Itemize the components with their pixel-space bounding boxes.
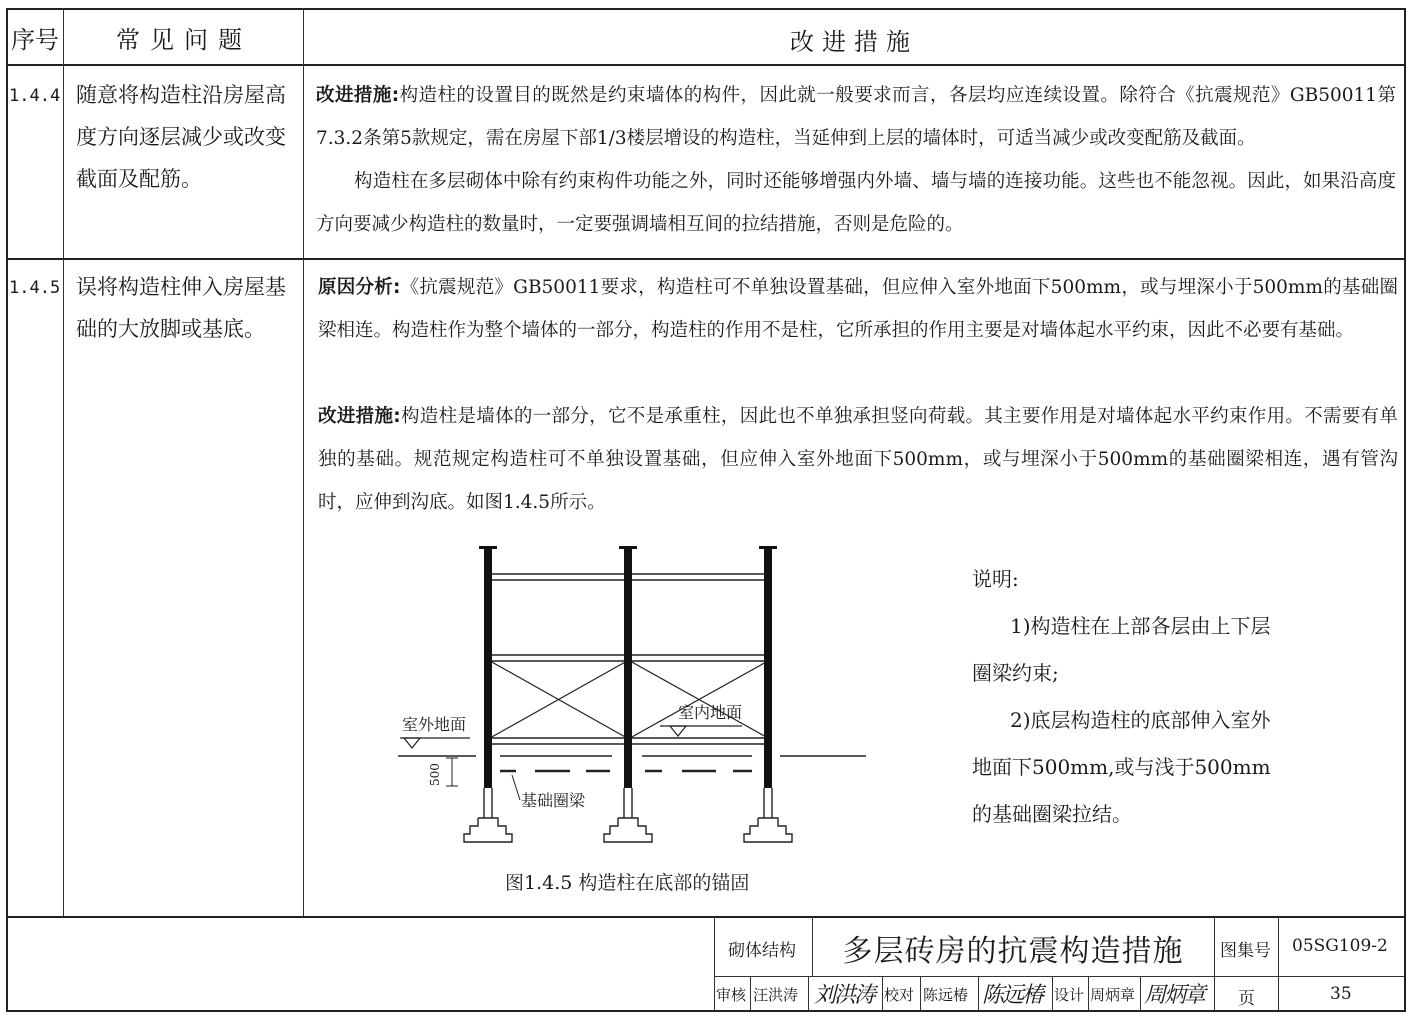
tb-reviewer: 汪洪涛 [753, 986, 799, 1004]
paragraph-text: 《抗震规范》GB50011要求，构造柱可不单独设置基础，但应伸入室外地面下500mm，或与埋深小于500mm的基础圈梁相连。构造柱作为整个墙体的一部分，构造柱的作用不是柱，它所承担的作用主要是对墙体起水平约束，因此不必要有基础。 [318, 277, 1398, 341]
checker-signature: 陈远椿 [982, 983, 1043, 1008]
header-no: 序号 [11, 26, 59, 54]
paragraph-label: 改进措施: [318, 406, 401, 427]
notes-title: 说明: [972, 567, 1019, 591]
content-bottom-border [6, 916, 1406, 918]
tb-check-label: 校对 [884, 986, 915, 1004]
row-divider [6, 258, 1406, 260]
tb-divider [1140, 976, 1141, 1010]
row-number: 1.4.4 [9, 86, 61, 106]
table-right-border [1404, 8, 1406, 1010]
measure-paragraph [316, 74, 1396, 160]
tb-page-no: 35 [1330, 984, 1352, 1004]
designer-signature: 周炳章 [1144, 983, 1205, 1008]
constructional-columns [479, 546, 777, 788]
problem-text: 误将构造柱伸入房屋基础的大放脚或基底。 [76, 275, 286, 341]
tb-divider [750, 976, 751, 1010]
tb-designer: 周炳章 [1090, 986, 1136, 1004]
depth-dimension-label: 500 [428, 763, 442, 786]
tb-design-label: 设计 [1054, 986, 1085, 1004]
tb-atlas-label: 图集号 [1220, 941, 1271, 961]
col-divider-no [63, 8, 64, 916]
tb-divider [1214, 916, 1215, 1010]
anchorage-figure [380, 538, 880, 858]
tb-page-label: 页 [1238, 989, 1255, 1009]
note-item: 2)底层构造柱的底部伸入室外地面下500mm,或与浅于500mm的基础圈梁拉结。 [972, 708, 1271, 826]
table-top-border [6, 8, 1406, 10]
tb-divider [1088, 976, 1089, 1010]
outdoor-ground-label: 室外地面 [402, 715, 467, 734]
tb-divider [978, 976, 979, 1010]
tb-divider [1052, 976, 1053, 1010]
tb-atlas-no: 05SG109-2 [1292, 936, 1388, 956]
header-problem: 常见问题 [116, 26, 252, 54]
figure-caption: 图1.4.5 构造柱在底部的锚固 [505, 872, 750, 894]
tb-divider [808, 976, 809, 1010]
tb-category: 砌体结构 [728, 941, 796, 961]
reason-paragraph [318, 266, 1398, 352]
tb-review-label: 审核 [716, 986, 747, 1004]
tb-divider [882, 976, 883, 1010]
paragraph-text: 构造柱在多层砌体中除有约束构件功能之外，同时还能够增强内外墙、墙与墙的连接功能。这些也不能忽视。因此，如果沿高度方向要减少构造柱的数量时，一定要强调墙相互间的拉结措施，否则是危险的。 [316, 171, 1396, 235]
tb-checker: 陈远椿 [923, 986, 969, 1004]
depth-dimension [446, 758, 458, 786]
header-measure: 改进措施 [790, 28, 918, 56]
row-number: 1.4.5 [9, 278, 61, 298]
paragraph-label: 原因分析: [318, 277, 401, 298]
paragraph-text: 构造柱的设置目的既然是约束墙体的构件，因此就一般要求而言，各层均应连续设置。除符合《抗震规范》GB50011第7.3.2条第5款规定，需在房屋下部1/3楼层增设的构造柱，当延伸到上层的墙体时，可适当减少或改变配筋及截面。 [316, 85, 1396, 149]
beam-leader [512, 775, 520, 800]
problem-text: 随意将构造柱沿房屋高度方向逐层减少或改变截面及配筋。 [76, 83, 286, 191]
col-divider-problem [303, 8, 304, 916]
table-left-border [6, 8, 8, 1010]
foundation-footings [464, 788, 792, 842]
paragraph-label: 改进措施: [316, 85, 400, 106]
tb-divider [1278, 916, 1279, 1010]
tb-divider [920, 976, 921, 1010]
reviewer-signature: 刘洪涛 [814, 983, 875, 1008]
paragraph-text: 构造柱是墙体的一部分，它不是承重柱，因此也不单独承担竖向荷载。其主要作用是对墙体起水平约束作用。不需要有单独的基础。规范规定构造柱可不单独设置基础，但应伸入室外地面下500mm，或与埋深小于500mm的基础圈梁相连，遇有管沟时，应伸到沟底。如图1.4.5所示。 [318, 406, 1398, 513]
foundation-beam-label: 基础圈梁 [521, 791, 586, 810]
measure-paragraph [316, 160, 1396, 246]
table-bottom-border [6, 1010, 1406, 1012]
header-bottom-border [6, 64, 1406, 66]
tb-divider [714, 976, 1404, 977]
note-item: 1)构造柱在上部各层由上下层圈梁约束; [972, 614, 1271, 685]
indoor-ground-label: 室内地面 [678, 703, 743, 722]
measure-paragraph [318, 395, 1398, 524]
drawing-title: 多层砖房的抗震构造措施 [842, 934, 1184, 969]
tb-divider [714, 916, 715, 1010]
